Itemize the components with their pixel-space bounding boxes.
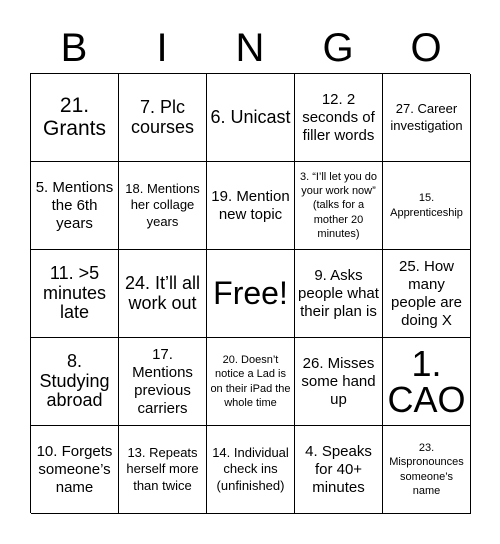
bingo-cell[interactable]: 4. Speaks for 40+ minutes xyxy=(295,426,383,514)
bingo-cell[interactable]: 25. How many people are doing X xyxy=(383,250,471,338)
header-letter-i: I xyxy=(156,26,168,70)
bingo-cell[interactable]: 10. Forgets someone’s name xyxy=(31,426,119,514)
bingo-cell[interactable]: 3. “I’ll let you do your work now” (talks for a mother 20 minutes) xyxy=(295,162,383,250)
bingo-cell[interactable]: 23. Mispronounces someone’s name xyxy=(383,426,471,514)
bingo-cell[interactable]: 12. 2 seconds of filler words xyxy=(295,74,383,162)
bingo-cell[interactable]: 27. Career investigation xyxy=(383,74,471,162)
header-letter-n: N xyxy=(235,26,265,70)
free-cell[interactable]: Free! xyxy=(207,250,295,338)
header-letter-g: G xyxy=(322,26,354,70)
bingo-cell[interactable]: 21. Grants xyxy=(31,74,119,162)
header-letter-b: B xyxy=(60,26,88,70)
bingo-cell[interactable]: 15. Apprenticeship xyxy=(383,162,471,250)
bingo-cell[interactable]: 19. Mention new topic xyxy=(207,162,295,250)
bingo-cell[interactable]: 1. CAO xyxy=(383,338,471,426)
bingo-cell[interactable]: 20. Doesn’t notice a Lad is on their iPad the whole time xyxy=(207,338,295,426)
bingo-cell[interactable]: 13. Repeats herself more than twice xyxy=(119,426,207,514)
bingo-cell[interactable]: 24. It’ll all work out xyxy=(119,250,207,338)
bingo-cell[interactable]: 11. >5 minutes late xyxy=(31,250,119,338)
bingo-cell[interactable]: 6. Unicast xyxy=(207,74,295,162)
bingo-cell[interactable]: 8. Studying abroad xyxy=(31,338,119,426)
bingo-cell[interactable]: 5. Mentions the 6th years xyxy=(31,162,119,250)
bingo-cell[interactable]: 9. Asks people what their plan is xyxy=(295,250,383,338)
bingo-header xyxy=(30,24,470,72)
header-letter-o: O xyxy=(410,26,442,70)
bingo-cell[interactable]: 17. Mentions previous carriers xyxy=(119,338,207,426)
bingo-cell[interactable]: 7. Plc courses xyxy=(119,74,207,162)
bingo-cell[interactable]: 14. Individual check ins (unfinished) xyxy=(207,426,295,514)
bingo-board xyxy=(30,73,470,513)
bingo-cell[interactable]: 26. Misses some hand up xyxy=(295,338,383,426)
bingo-cell[interactable]: 18. Mentions her collage years xyxy=(119,162,207,250)
